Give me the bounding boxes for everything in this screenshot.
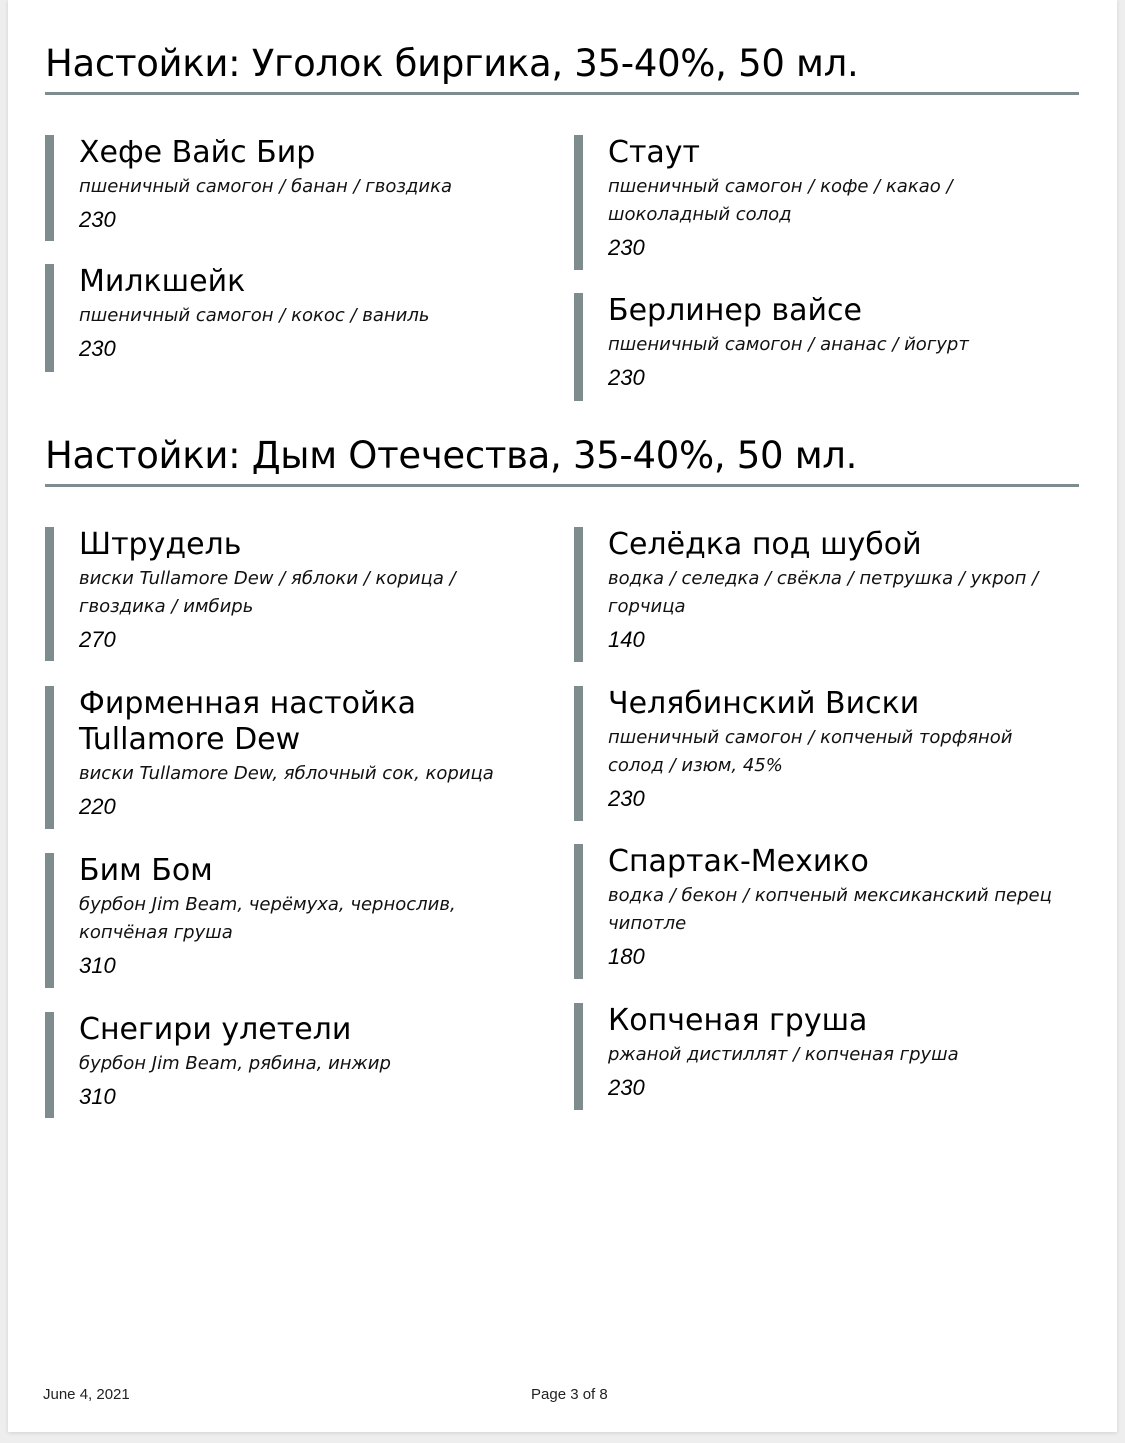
item-description: пшеничный самогон / копченый торфяной солод / изюм, 45%: [608, 727, 1013, 776]
right-column: [574, 135, 1054, 401]
section-dym-otechestva: [45, 434, 1079, 1127]
menu-item-berliner-vaise: [574, 293, 1054, 401]
section-title: Настойки: Уголок биргика, 35-40%, 50 мл.: [45, 42, 1079, 95]
menu-page: [8, 0, 1117, 1432]
menu-item-kopchenaya-grusha: [574, 1003, 1054, 1110]
item-price: 230: [608, 365, 645, 390]
item-description: бурбон Jim Beam, черёмуха, чернослив, копчёная груша: [79, 894, 456, 943]
item-description: пшеничный самогон / кофе / какао / шоколадный солод: [608, 176, 953, 225]
item-description: ржаной дистиллят / копченая груша: [608, 1044, 959, 1065]
menu-item-selyodka-pod-shuboy: [574, 527, 1054, 662]
right-column: [574, 527, 1054, 1110]
menu-item-milkshake: [45, 264, 525, 372]
item-name: Хефе Вайс Бир: [79, 135, 316, 170]
item-name: Штрудель: [79, 527, 242, 562]
menu-item-firmennaya-nastoyka: [45, 686, 525, 829]
item-price: 310: [79, 953, 116, 978]
item-price: 230: [79, 336, 116, 361]
item-description: пшеничный самогон / ананас / йогурт: [608, 334, 969, 355]
left-column: [45, 135, 525, 372]
menu-item-bim-bom: [45, 853, 525, 988]
section-title: Настойки: Дым Отечества, 35-40%, 50 мл.: [45, 434, 1079, 487]
item-description: пшеничный самогон / банан / гвоздика: [79, 176, 452, 197]
item-description: пшеничный самогон / кокос / ваниль: [79, 305, 430, 326]
menu-item-stout: [574, 135, 1054, 270]
item-name: Бим Бом: [79, 853, 213, 888]
menu-item-hefe-vais-bir: [45, 135, 525, 241]
footer-page-number: Page 3 of 8: [531, 1386, 608, 1403]
item-description: виски Tullamore Dew / яблоки / корица / гвоздика / имбирь: [79, 568, 456, 617]
item-price: 220: [79, 794, 116, 819]
item-name: Стаут: [608, 135, 701, 170]
footer-date: June 4, 2021: [43, 1386, 130, 1403]
item-description: водка / бекон / копченый мексиканский перец чипотле: [608, 885, 1052, 934]
left-column: [45, 527, 525, 1118]
item-price: 230: [79, 207, 116, 232]
item-price: 310: [79, 1084, 116, 1109]
item-description: водка / селедка / свёкла / петрушка / укроп / горчица: [608, 568, 1039, 617]
menu-item-spartak-mehiko: [574, 844, 1054, 979]
item-price: 270: [79, 627, 116, 652]
item-price: 230: [608, 786, 645, 811]
item-name: Копченая груша: [608, 1003, 868, 1038]
menu-item-chelyabinsky-viski: [574, 686, 1054, 821]
item-name: Челябинский Виски: [608, 686, 920, 721]
menu-item-strudel: [45, 527, 525, 661]
item-name: Спартак-Мехико: [608, 844, 869, 879]
item-description: виски Tullamore Dew, яблочный сок, корица: [79, 763, 494, 784]
item-price: 180: [608, 944, 645, 969]
menu-item-snegiri-uleteli: [45, 1012, 525, 1118]
item-name: Фирменная настойка Tullamore Dew: [79, 686, 416, 757]
item-price: 230: [608, 235, 645, 260]
item-name: Милкшейк: [79, 264, 246, 299]
item-name: Снегири улетели: [79, 1012, 352, 1047]
item-description: бурбон Jim Beam, рябина, инжир: [79, 1053, 391, 1074]
item-price: 230: [608, 1075, 645, 1100]
section-ugolok-birgika: [45, 42, 1079, 395]
item-name: Берлинер вайсе: [608, 293, 862, 328]
item-price: 140: [608, 627, 645, 652]
item-name: Селёдка под шубой: [608, 527, 922, 562]
